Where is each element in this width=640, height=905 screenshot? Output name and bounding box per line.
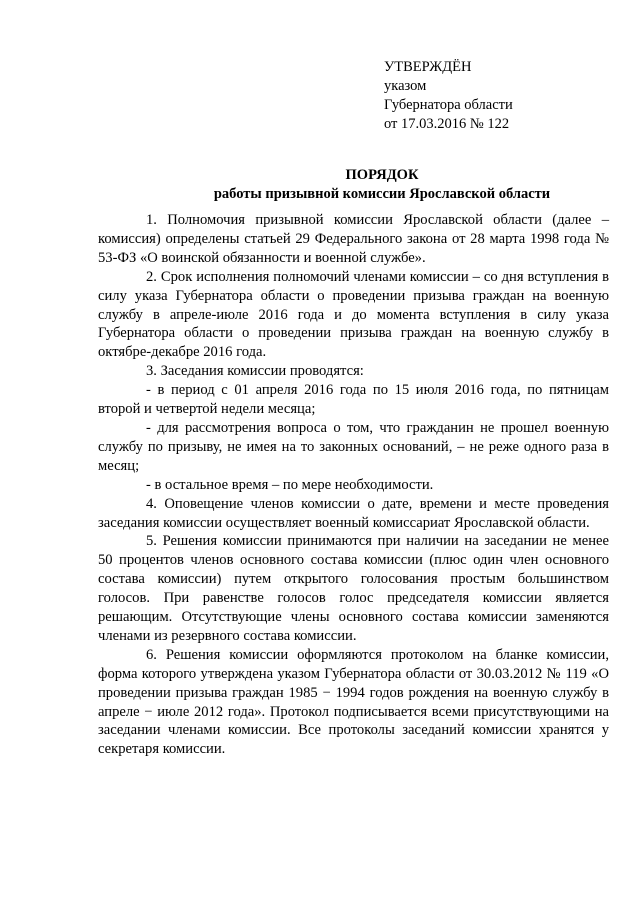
paragraph-2: 2. Срок исполнения полномочий членами комиссии – со дня вступления в силу указа Губернатора области о проведении призыва граждан на военную службу в апреле-июле 2016 года и до момента вступления в силу указа Губернатора области о проведении призыва граждан на военную службу в октябре-декабре 2016 года. (98, 268, 609, 361)
paragraph-6: 6. Решения комиссии оформляются протоколом на бланке комиссии, форма которого утверждена указом Губернатора области от 30.03.2012 № 119 «О проведении призыва граждан 1985 − 1994 годов рождения на военную службу в апреле − июле 2012 года». Протокол подписывается всеми присутствующими на заседании членами комиссии. Все протоколы заседаний комиссии хранятся у секретаря комиссии. (98, 646, 609, 758)
approval-governor: Губернатора области (384, 97, 513, 113)
paragraph-3: 3. Заседания комиссии проводятся: (146, 363, 364, 380)
paragraph-1: 1. Полномочия призывной комиссии Ярославской области (далее – комиссия) определены статьей 29 Федерального закона от 28 марта 1998 года № 53-ФЗ «О воинской обязанности и военной службе». (98, 212, 609, 266)
document-body (98, 211, 609, 759)
document-subtitle: работы призывной комиссии Ярославской области (213, 186, 551, 202)
paragraph-3-item-2: - для рассмотрения вопроса о том, что гражданин не прошел военную службу по призыву, не имея на то законных оснований, – не реже одного раза в месяц; (98, 419, 609, 474)
paragraph-5: 5. Решения комиссии принимаются при наличии на заседании не менее 50 процентов членов основного состава комиссии (плюс один член основного состава комиссии) путем открытого голосования простым большинством голосов. При равенстве голосов голос председателя комиссии является решающим. Отсутствующие члены основного состава комиссии заменяются членами из резервного состава комиссии. (98, 533, 609, 644)
approval-stamp (384, 58, 513, 134)
approval-heading: УТВЕРЖДЁН (384, 59, 472, 75)
paragraph-3-item-3: - в остальное время – по мере необходимости. (146, 476, 434, 493)
paragraph-4: 4. Оповещение членов комиссии о дате, времени и месте проведения заседания комиссии осуществляет военный комиссариат Ярославской области. (98, 495, 609, 531)
paragraph-3-item-1: - в период с 01 апреля 2016 года по 15 июля 2016 года, по пятницам второй и четвертой недели месяца; (98, 382, 609, 418)
approval-date-number: от 17.03.2016 № 122 (384, 116, 510, 132)
approval-by-decree: указом (384, 78, 427, 94)
document-title: ПОРЯДОК (345, 167, 419, 183)
